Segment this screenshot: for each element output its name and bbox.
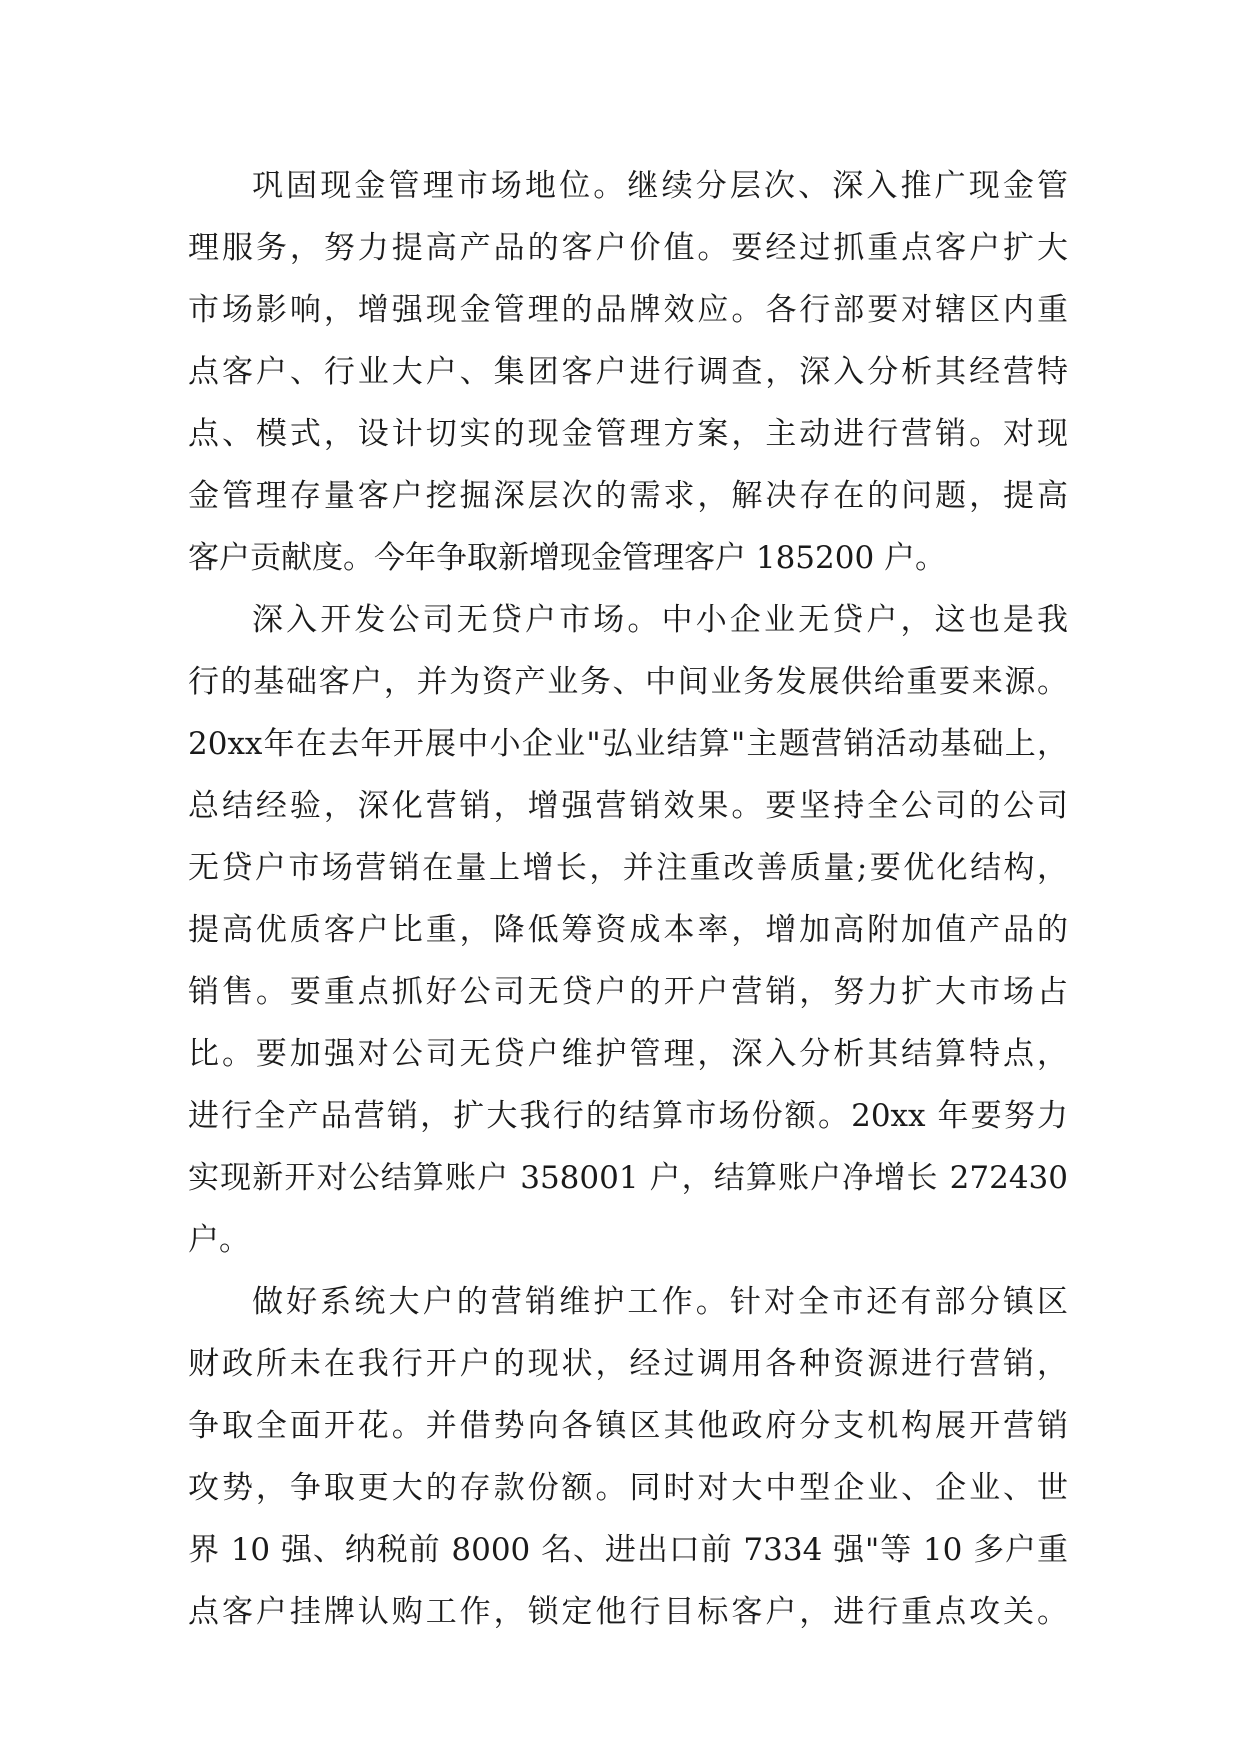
- paragraph-line: 实现新开对公结算账户 358001 户，结算账户净增长 272430: [188, 1160, 1068, 1196]
- paragraph-line: 巩固现金管理市场地位。继续分层次、深入推广现金管: [252, 168, 1068, 204]
- paragraph-line: 点客户挂牌认购工作，锁定他行目标客户，进行重点攻关。: [188, 1594, 1068, 1630]
- paragraph-line: 无贷户市场营销在量上增长，并注重改善质量;要优化结构，: [188, 850, 1068, 886]
- paragraph-line: 进行全产品营销，扩大我行的结算市场份额。20xx 年要努力: [188, 1098, 1068, 1134]
- paragraph-line: 财政所未在我行开户的现状，经过调用各种资源进行营销，: [188, 1346, 1068, 1382]
- paragraph-line: 攻势，争取更大的存款份额。同时对大中型企业、企业、世: [188, 1470, 1068, 1506]
- paragraph-line: 比。要加强对公司无贷户维护管理，深入分析其结算特点，: [188, 1036, 1068, 1072]
- paragraph-line: 理服务，努力提高产品的客户价值。要经过抓重点客户扩大: [188, 230, 1068, 266]
- paragraph-line: 深入开发公司无贷户市场。中小企业无贷户，这也是我: [252, 602, 1068, 638]
- paragraph-line: 金管理存量客户挖掘深层次的需求，解决存在的问题，提高: [188, 478, 1068, 514]
- paragraph-line: 客户贡献度。今年争取新增现金管理客户 185200 户。: [188, 540, 947, 576]
- paragraph-cash-management: [188, 155, 1068, 589]
- paragraph-major-accounts: [188, 1271, 1068, 1643]
- paragraph-line: 提高优质客户比重，降低筹资成本率，增加高附加值产品的: [188, 912, 1068, 948]
- paragraph-line: 行的基础客户，并为资产业务、中间业务发展供给重要来源。: [188, 664, 1068, 700]
- paragraph-line: 争取全面开花。并借势向各镇区其他政府分支机构展开营销: [188, 1408, 1068, 1444]
- paragraph-line: 点、模式，设计切实的现金管理方案，主动进行营销。对现: [188, 416, 1068, 452]
- paragraph-line: 户。: [188, 1222, 250, 1258]
- paragraph-line: 20xx年在去年开展中小企业"弘业结算"主题营销活动基础上，: [188, 726, 1068, 762]
- document-body: [188, 155, 1068, 1643]
- paragraph-line: 市场影响，增强现金管理的品牌效应。各行部要对辖区内重: [188, 292, 1068, 328]
- paragraph-line: 总结经验，深化营销，增强营销效果。要坚持全公司的公司: [188, 788, 1068, 824]
- paragraph-line: 销售。要重点抓好公司无贷户的开户营销，努力扩大市场占: [188, 974, 1068, 1010]
- paragraph-no-loan-accounts: [188, 589, 1068, 1271]
- paragraph-line: 点客户、行业大户、集团客户进行调查，深入分析其经营特: [188, 354, 1068, 390]
- paragraph-line: 界 10 强、纳税前 8000 名、进出口前 7334 强"等 10 多户重: [188, 1532, 1068, 1568]
- paragraph-line: 做好系统大户的营销维护工作。针对全市还有部分镇区: [252, 1284, 1068, 1320]
